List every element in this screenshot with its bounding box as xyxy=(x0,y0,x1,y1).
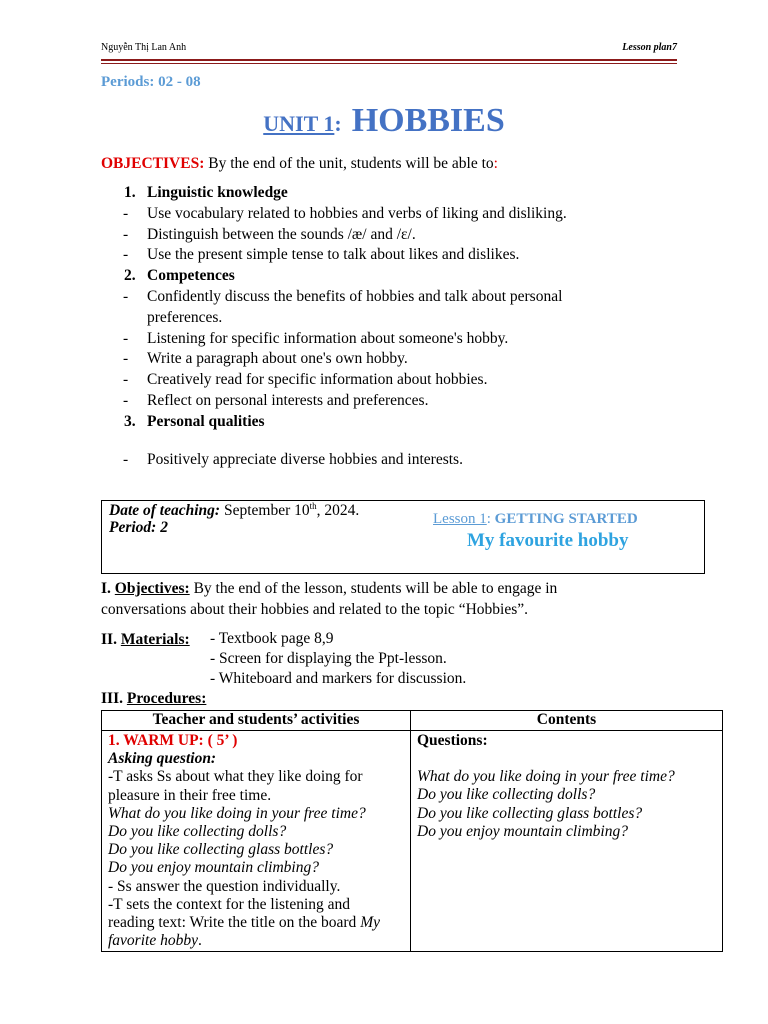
list-text: Write a paragraph about one's own hobby. xyxy=(147,350,408,368)
date-year: , 2024. xyxy=(316,502,360,520)
question-text: What do you like doing in your free time? xyxy=(417,768,675,786)
board-title: My xyxy=(360,914,380,932)
question-text: Do you enjoy mountain climbing? xyxy=(417,822,628,840)
list-marker: - xyxy=(123,246,129,264)
materials-item: - Screen for displaying the Ppt-lesson. xyxy=(210,650,447,667)
list-marker: - xyxy=(123,225,129,243)
objectives-colon: : xyxy=(493,155,498,172)
lesson-info-box xyxy=(101,500,705,574)
list-item xyxy=(101,370,701,391)
list-marker: - xyxy=(123,287,129,305)
materials-item: - Whiteboard and markers for discussion. xyxy=(210,670,467,687)
table-header-row xyxy=(102,711,723,731)
list-marker: - xyxy=(123,350,129,368)
list-text: Use vocabulary related to hobbies and verbs of liking and disliking. xyxy=(147,204,567,222)
list-item xyxy=(101,329,701,350)
list-marker: 3. xyxy=(124,412,136,430)
list-item xyxy=(101,412,701,433)
question-text: Do you enjoy mountain climbing? xyxy=(108,859,319,877)
personal-qualities-list xyxy=(101,450,701,471)
periods: Periods: 02 - 08 xyxy=(101,74,201,90)
unit-label: UNIT 1 xyxy=(263,111,335,136)
date-label: Date of teaching: xyxy=(109,502,221,520)
period: Period: 2 xyxy=(109,519,168,536)
materials-item: - Textbook page 8,9 xyxy=(210,630,334,647)
activity-text xyxy=(108,932,404,950)
list-item xyxy=(101,245,701,266)
unit-title xyxy=(0,102,768,140)
list-marker: - xyxy=(123,204,129,222)
date-suffix: th xyxy=(309,501,317,511)
objectives-list xyxy=(101,183,701,433)
list-text: Use the present simple tense to talk about likes and dislikes. xyxy=(147,246,520,264)
section-number: III. xyxy=(101,690,127,707)
date-value: September 10 xyxy=(220,502,310,520)
header-rule-thick xyxy=(101,59,677,61)
spacer xyxy=(417,750,716,768)
board-title-cont: favorite hobby xyxy=(108,932,198,950)
list-text: Distinguish between the sounds /æ/ and /ɛ/. xyxy=(147,225,416,243)
section-label: Procedures: xyxy=(126,690,207,707)
list-marker: 1. xyxy=(124,184,136,201)
contents-cell xyxy=(411,731,723,952)
list-text: Reflect on personal interests and preferences. xyxy=(147,391,429,409)
section-label: Materials: xyxy=(120,631,190,648)
objectives-text: By the end of the unit, students will be able to xyxy=(204,155,494,172)
list-text: Linguistic knowledge xyxy=(147,184,288,201)
question-text: What do you like doing in your free time? xyxy=(108,804,366,822)
list-marker: - xyxy=(123,451,129,468)
list-item xyxy=(101,287,701,308)
activity-text: pleasure in their free time. xyxy=(108,786,272,804)
list-text: Positively appreciate diverse hobbies and interests. xyxy=(147,451,463,468)
section-text-line2: conversations about their hobbies and related to the topic “Hobbies”. xyxy=(101,600,528,618)
context-end: . xyxy=(197,932,202,950)
lesson-name: GETTING STARTED xyxy=(494,511,638,527)
list-item xyxy=(101,391,701,412)
list-text: Competences xyxy=(147,267,235,285)
list-item xyxy=(101,266,701,287)
unit-colon: : xyxy=(334,111,342,136)
list-item xyxy=(101,225,701,246)
section-number: II. xyxy=(101,631,121,648)
materials-heading xyxy=(101,630,190,651)
list-marker: 2. xyxy=(124,267,136,285)
question-text: Do you like collecting glass bottles? xyxy=(417,804,643,822)
activity-text: -T asks Ss about what they like doing for xyxy=(108,768,363,786)
section-label: Objectives: xyxy=(114,580,190,597)
lesson-objectives xyxy=(101,579,557,620)
list-item xyxy=(101,204,701,225)
list-item xyxy=(101,349,701,370)
list-marker: - xyxy=(123,391,129,409)
asking-question-label: Asking question: xyxy=(108,750,217,768)
list-text: Confidently discuss the benefits of hobbies and talk about personal xyxy=(147,287,563,305)
question-text: Do you like collecting dolls? xyxy=(108,823,287,841)
list-text: Creatively read for specific information about hobbies. xyxy=(147,371,488,389)
column-header: Teacher and students’ activities xyxy=(102,711,411,731)
list-marker: - xyxy=(123,371,129,389)
objectives-label: OBJECTIVES: xyxy=(101,155,205,172)
table-row xyxy=(102,731,723,952)
section-number: I. xyxy=(101,580,115,597)
author-name: Nguyễn Thị Lan Anh xyxy=(101,42,187,53)
header-rule-thin xyxy=(101,63,677,64)
activity-text xyxy=(108,914,404,932)
lesson-plan-label: Lesson plan7 xyxy=(622,42,677,53)
list-marker: - xyxy=(123,329,129,347)
list-item-continuation xyxy=(101,308,701,329)
activity-text: -T sets the context for the listening and xyxy=(108,895,351,913)
procedures-heading xyxy=(101,689,206,710)
activity-text: - Ss answer the question individually. xyxy=(108,877,341,895)
list-text: Listening for specific information about someone's hobby. xyxy=(147,329,509,347)
list-text: Personal qualities xyxy=(147,412,265,430)
activities-cell xyxy=(102,731,411,952)
list-text: preferences. xyxy=(147,308,223,326)
procedures-table xyxy=(101,710,723,952)
date-of-teaching xyxy=(109,501,359,520)
context-text: reading text: Write the title on the board xyxy=(108,914,361,932)
questions-label: Questions: xyxy=(417,732,488,749)
lesson-heading xyxy=(433,511,638,528)
lesson-number: Lesson 1 xyxy=(433,511,487,527)
question-text: Do you like collecting glass bottles? xyxy=(108,841,334,859)
warm-up-heading: 1. WARM UP: ( 5’ ) xyxy=(108,732,238,749)
column-header: Contents xyxy=(411,711,723,731)
lesson-colon: : xyxy=(486,511,495,527)
unit-topic: HOBBIES xyxy=(351,102,505,139)
section-text: By the end of the lesson, students will be able to engage in xyxy=(189,580,558,597)
list-item xyxy=(101,450,701,471)
unit-objectives xyxy=(101,155,498,173)
lesson-subtitle: My favourite hobby xyxy=(467,530,629,551)
question-text: Do you like collecting dolls? xyxy=(417,786,596,804)
list-item xyxy=(101,183,701,204)
